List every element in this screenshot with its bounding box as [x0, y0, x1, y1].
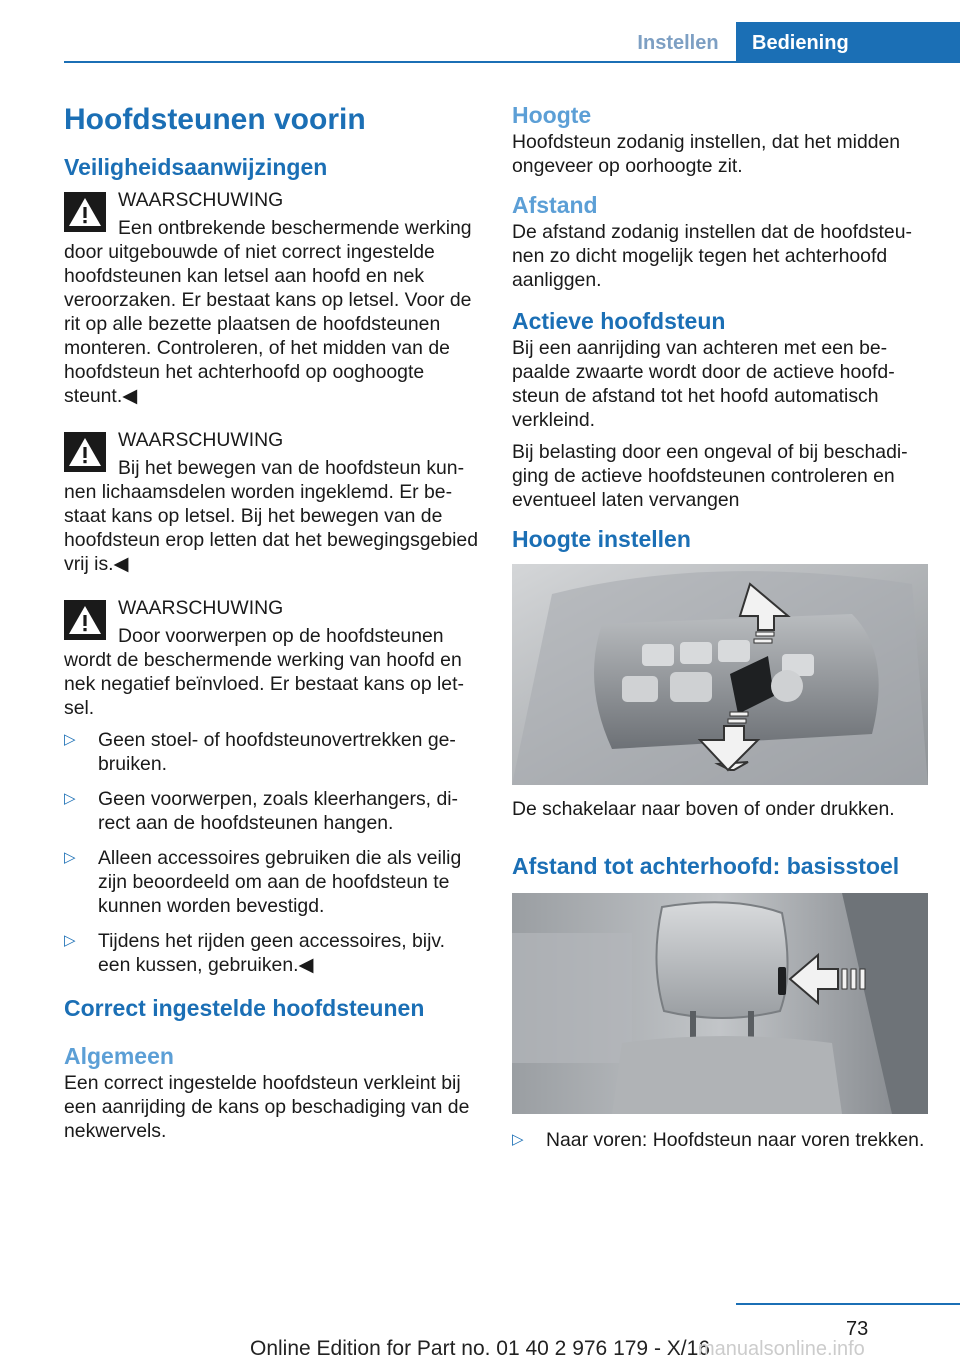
basic-seat-heading: Afstand tot achterhoofd: basisstoel: [512, 853, 900, 879]
triangle-bullet-icon: ▷: [64, 790, 76, 807]
list-item-text: Naar voren: Hoofdsteun naar voren trekken.: [546, 1129, 925, 1151]
list-item: [64, 787, 478, 835]
list-item: [512, 1128, 930, 1152]
warning-triangle-icon: [64, 600, 106, 640]
warning-triangle-icon: [64, 192, 106, 232]
watermark-text: manualsonline.info: [698, 1338, 865, 1360]
footer-edition: Online Edition for Part no. 01 40 2 976 179 - X/16: [250, 1337, 710, 1360]
general-text: Een correct ingestelde hoofdsteun verkleint bij een aanrijding de kans op beschadiging van de nekwervels.: [64, 1072, 470, 1142]
left-column: [64, 100, 478, 1143]
warning-text: Door voorwerpen op de hoofdsteunen wordt de beschermende werking van hoofd en nek negatief beïnvloed. Er bestaat kans op letsel.: [64, 625, 464, 719]
height-text: Hoofdsteun zodanig instellen, dat het midden ongeveer op oorhoogte zit.: [512, 131, 901, 177]
warning-title: WAARSCHUWING: [118, 429, 284, 451]
header-tab-instellen[interactable]: Instellen: [637, 32, 719, 54]
safety-heading: Veiligheidsaanwijzingen: [64, 154, 328, 180]
adjust-caption: De schakelaar naar boven of onder drukken.: [512, 798, 895, 820]
active-text-2: Bij belasting door een ongeval of bij beschadiging de actieve hoofdsteunen controleren en eventueel laten vervangen: [512, 441, 908, 511]
warning-text: Bij het bewegen van de hoofdsteun kunnen lichaamsdelen worden ingeklemd. Er bestaat kans op letsel. Bij het bewegen van de hoofdsteun erop letten dat het bewegingsgebied vrij is.◀: [64, 457, 478, 575]
headrest-image: [512, 893, 928, 1114]
footer-rule: [736, 1303, 960, 1305]
warning-title: WAARSCHUWING: [118, 189, 284, 211]
warning-title: WAARSCHUWING: [118, 597, 284, 619]
warning-triangle-icon: [64, 432, 106, 472]
active-headrest-heading: Actieve hoofdsteun: [512, 308, 726, 334]
triangle-bullet-icon: ▷: [64, 731, 76, 748]
triangle-bullet-icon: ▷: [64, 932, 76, 949]
list-item: [64, 728, 478, 776]
list-item-text: Geen stoel- of hoofdsteunovertrekken gebruiken.: [98, 729, 456, 775]
height-heading: Hoogte: [512, 102, 592, 128]
list-item-text: Alleen accessoires gebruiken die als veilig zijn beoordeeld om aan de hoofdsteun te kunnen worden bevestigd.: [98, 847, 462, 917]
triangle-bullet-icon: ▷: [64, 849, 76, 866]
warning-block-3: [64, 596, 478, 720]
warning-bullet-list: [64, 728, 478, 977]
seat-switch-image: [512, 564, 928, 785]
basic-seat-bullets: [512, 1128, 930, 1152]
correct-heading: Correct ingestelde hoofdsteunen: [64, 995, 425, 1021]
list-item: [64, 846, 478, 918]
warning-block-2: [64, 428, 478, 576]
page-title: Hoofdsteunen voorin: [64, 103, 366, 136]
header-tab-bediening[interactable]: Bediening: [736, 22, 960, 62]
distance-text: De afstand zodanig instellen dat de hoofdsteunen zo dicht mogelijk tegen het achterhoofd aanliggen.: [512, 221, 912, 291]
warning-block-1: [64, 188, 478, 408]
adjust-height-heading: Hoogte instellen: [512, 526, 691, 552]
page-number: 73: [846, 1318, 869, 1340]
triangle-bullet-icon: ▷: [512, 1131, 524, 1148]
list-item-text: Tijdens het rijden geen accessoires, bijv. een kussen, gebruiken.◀: [98, 930, 446, 976]
list-item: [64, 929, 478, 977]
header-rule: [64, 61, 960, 63]
general-heading: Algemeen: [64, 1043, 174, 1069]
active-text-1: Bij een aanrijding van achteren met een bepaalde zwaarte wordt door de actieve hoofdsteun de afstand tot het hoofd automatisch verkleind.: [512, 337, 895, 431]
distance-heading: Afstand: [512, 192, 598, 218]
warning-text: Een ontbrekende beschermende werking door uitgebouwde of niet correct ingestelde hoofdsteunen kan letsel aan hoofd en nek veroorzaken. Er bestaat kans op letsel. Voor de rit op alle bezette plaatsen de hoofdsteunen monteren. Controleren, of het midden van de hoofdsteun het achterhoofd op ooghoogte steunt.◀: [64, 217, 472, 407]
right-column: [512, 100, 930, 1163]
list-item-text: Geen voorwerpen, zoals kleerhangers, direct aan de hoofdsteunen hangen.: [98, 788, 459, 834]
